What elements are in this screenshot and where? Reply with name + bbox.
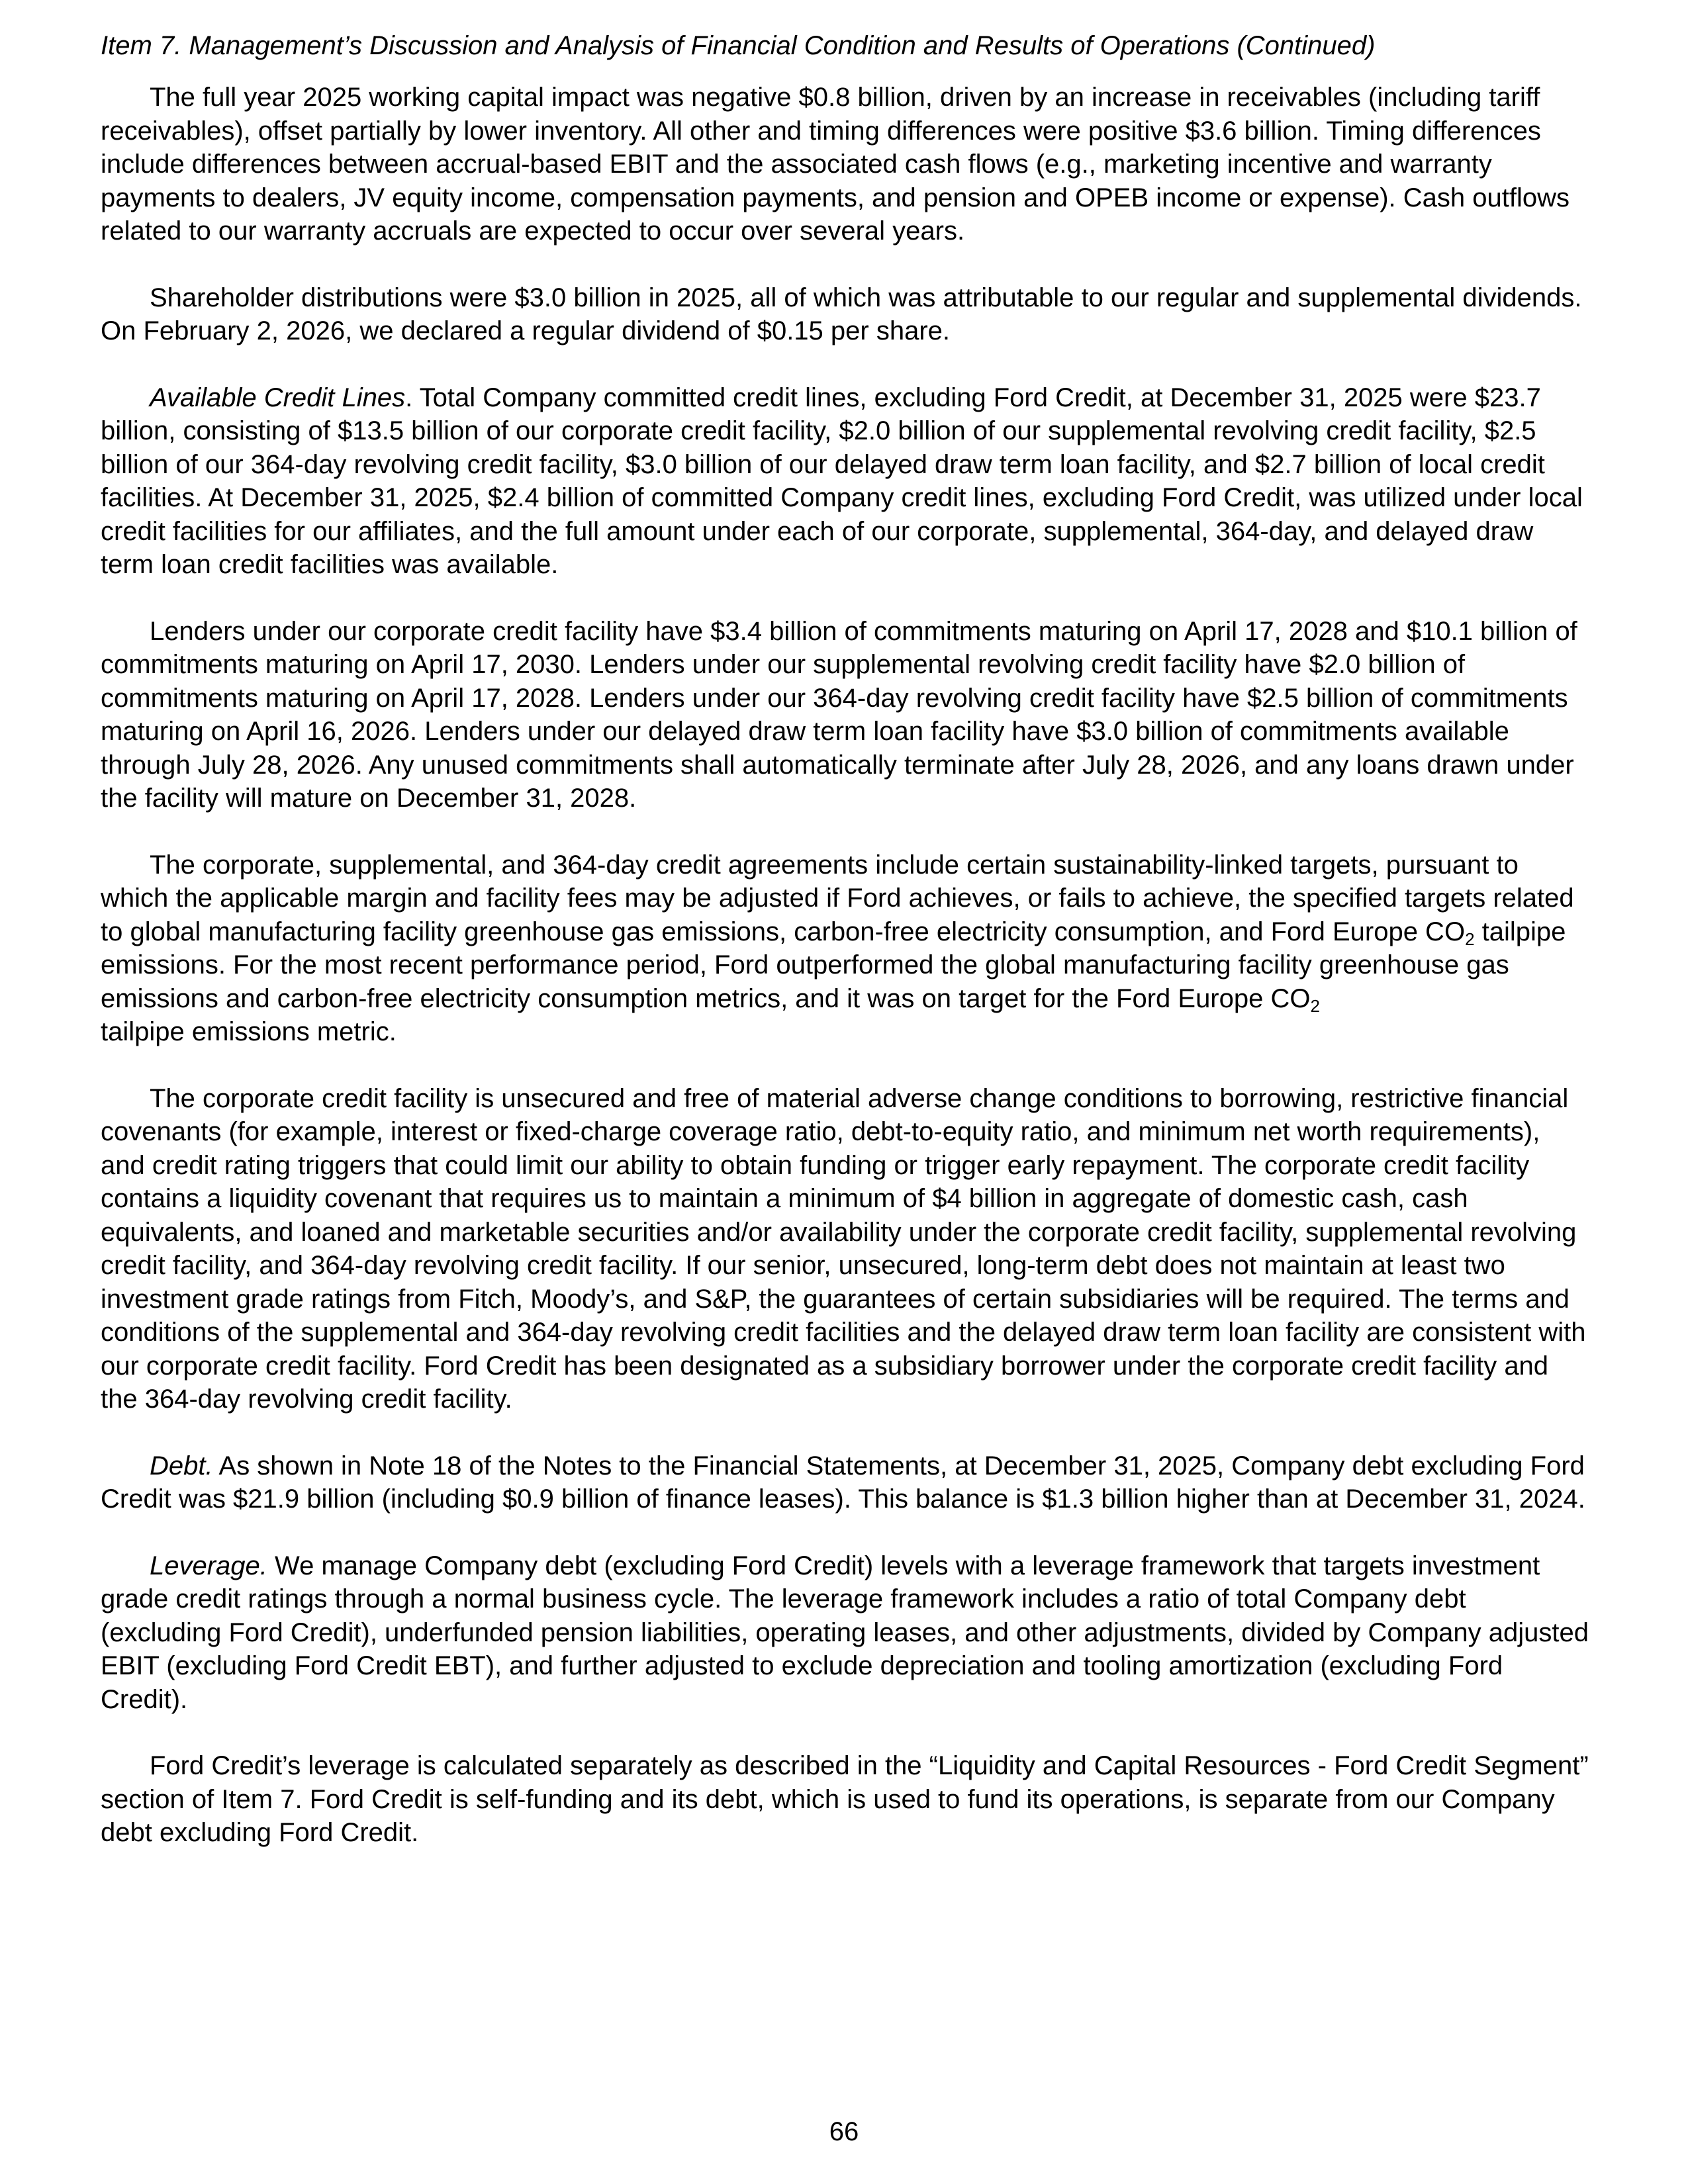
- debt-lead: Debt.: [150, 1451, 213, 1480]
- page-number: 66: [829, 2117, 859, 2146]
- sustainability-text-2: tailpipe emissions. For the most recent performance period, Ford outperformed the global manufacturing facility greenhouse gas emissions and carbon-free electricity consumption metrics, and it was on target for the Ford Europe CO: [101, 917, 1566, 1013]
- paragraph-ford-credit-leverage: Ford Credit’s leverage is calculated separately as described in the “Liquidity and Capital Resources - Ford Credit Segment” section of Item 7. Ford Credit is self-funding and its debt, which is used to fund its operations, is separate from our Company debt excluding Ford Credit.: [101, 1751, 1589, 1847]
- paragraph-shareholder-distributions: Shareholder distributions were $3.0 billion in 2025, all of which was attributable to our regular and supplemental dividends. On February 2, 2026, we declared a regular dividend of $0.15 per share.: [101, 283, 1582, 345]
- paragraph-covenants: The corporate credit facility is unsecured and free of material adverse change conditions to borrowing, restrictive financial covenants (for example, interest or fixed-charge coverage ratio, debt-to-equity ratio, and minimum net worth requirements), and credit rating triggers that could limit our ability to obtain funding or trigger early repayment. The corporate credit facility contains a liquidity covenant that requires us to maintain a minimum of $4 billion in aggregate of domestic cash, cash equivalents, and loaned and marketable securities and/or availability under the corporate credit facility, supplemental revolving credit facility, and 364-day revolving credit facility. If our senior, unsecured, long-term debt does not maintain at least two investment grade ratings from Fitch, Moody’s, and S&P, the guarantees of certain subsidiaries will be required. The terms and conditions of the supplemental and 364-day revolving credit facilities and the delayed draw term loan facility are consistent with our corporate credit facility. Ford Credit has been designated as a subsidiary borrower under the corporate credit facility and the 364-day revolving credit facility.: [101, 1083, 1586, 1414]
- paragraph-sustainability-targets: [101, 848, 1589, 1049]
- document-page: [101, 29, 1589, 1883]
- debt-text: As shown in Note 18 of the Notes to the Financial Statements, at December 31, 2025, Company debt excluding Ford Credit was $21.9 billion (including $0.9 billion of finance leases). This balance is $1.3 billion higher than at December 31, 2024.: [101, 1451, 1585, 1514]
- leverage-lead: Leverage.: [150, 1551, 267, 1580]
- leverage-text: We manage Company debt (excluding Ford Credit) levels with a leverage framework that targets investment grade credit ratings through a normal business cycle. The leverage framework includes a ratio of total Company debt (excluding Ford Credit), underfunded pension liabilities, operating leases, and other adjustments, divided by Company adjusted EBIT (excluding Ford Credit EBT), and further adjusted to exclude depreciation and tooling amortization (excluding Ford Credit).: [101, 1551, 1589, 1714]
- paragraph-leverage: [101, 1549, 1589, 1717]
- sustainability-text-1: The corporate, supplemental, and 364-day credit agreements include certain sustainability-linked targets, pursuant to which the applicable margin and facility fees may be adjusted if Ford achieves, or fails to achieve, the specified targets related to global manufacturing facility greenhouse gas emissions, carbon-free electricity consumption, and Ford Europe CO: [101, 850, 1574, 946]
- co2-subscript: 2: [1310, 995, 1320, 1016]
- available-credit-lines-text: . Total Company committed credit lines, excluding Ford Credit, at December 31, 2025 were $23.7 billion, consisting of $13.5 billion of our corporate credit facility, $2.0 billion of our supplemental revolving credit facility, $2.5 billion of our 364-day revolving credit facility, $3.0 billion of our delayed draw term loan facility, and $2.7 billion of local credit facilities. At December 31, 2025, $2.4 billion of committed Company credit lines, excluding Ford Credit, was utilized under local credit facilities for our affiliates, and the full amount under each of our corporate, supplemental, 364-day, and delayed draw term loan credit facilities was available.: [101, 383, 1583, 579]
- sustainability-text-3: tailpipe emissions metric.: [101, 1017, 397, 1046]
- paragraph-lenders: Lenders under our corporate credit facility have $3.4 billion of commitments maturing on April 17, 2028 and $10.1 billion of commitments maturing on April 17, 2030. Lenders under our supplemental revolving credit facility have $2.0 billion of commitments maturing on April 17, 2028. Lenders under our 364-day revolving credit facility have $2.5 billion of commitments maturing on April 16, 2026. Lenders under our delayed draw term loan facility have $3.0 billion of commitments available through July 28, 2026. Any unused commitments shall automatically terminate after July 28, 2026, and any loans drawn under the facility will mature on December 31, 2028.: [101, 616, 1577, 813]
- paragraph-available-credit-lines: [101, 381, 1589, 582]
- co2-subscript: 2: [1465, 929, 1475, 949]
- paragraph-debt: [101, 1449, 1589, 1516]
- paragraph-working-capital: The full year 2025 working capital impact was negative $0.8 billion, driven by an increase in receivables (including tariff receivables), offset partially by lower inventory. All other and timing differences were positive $3.6 billion. Timing differences include differences between accrual-based EBIT and the associated cash flows (e.g., marketing incentive and warranty payments to dealers, JV equity income, compensation payments, and pension and OPEB income or expense). Cash outflows related to our warranty accruals are expected to occur over several years.: [101, 83, 1570, 246]
- section-header: Item 7. Management’s Discussion and Analysis of Financial Condition and Results of Operations (Continued): [101, 31, 1376, 60]
- available-credit-lines-lead: Available Credit Lines: [150, 383, 406, 412]
